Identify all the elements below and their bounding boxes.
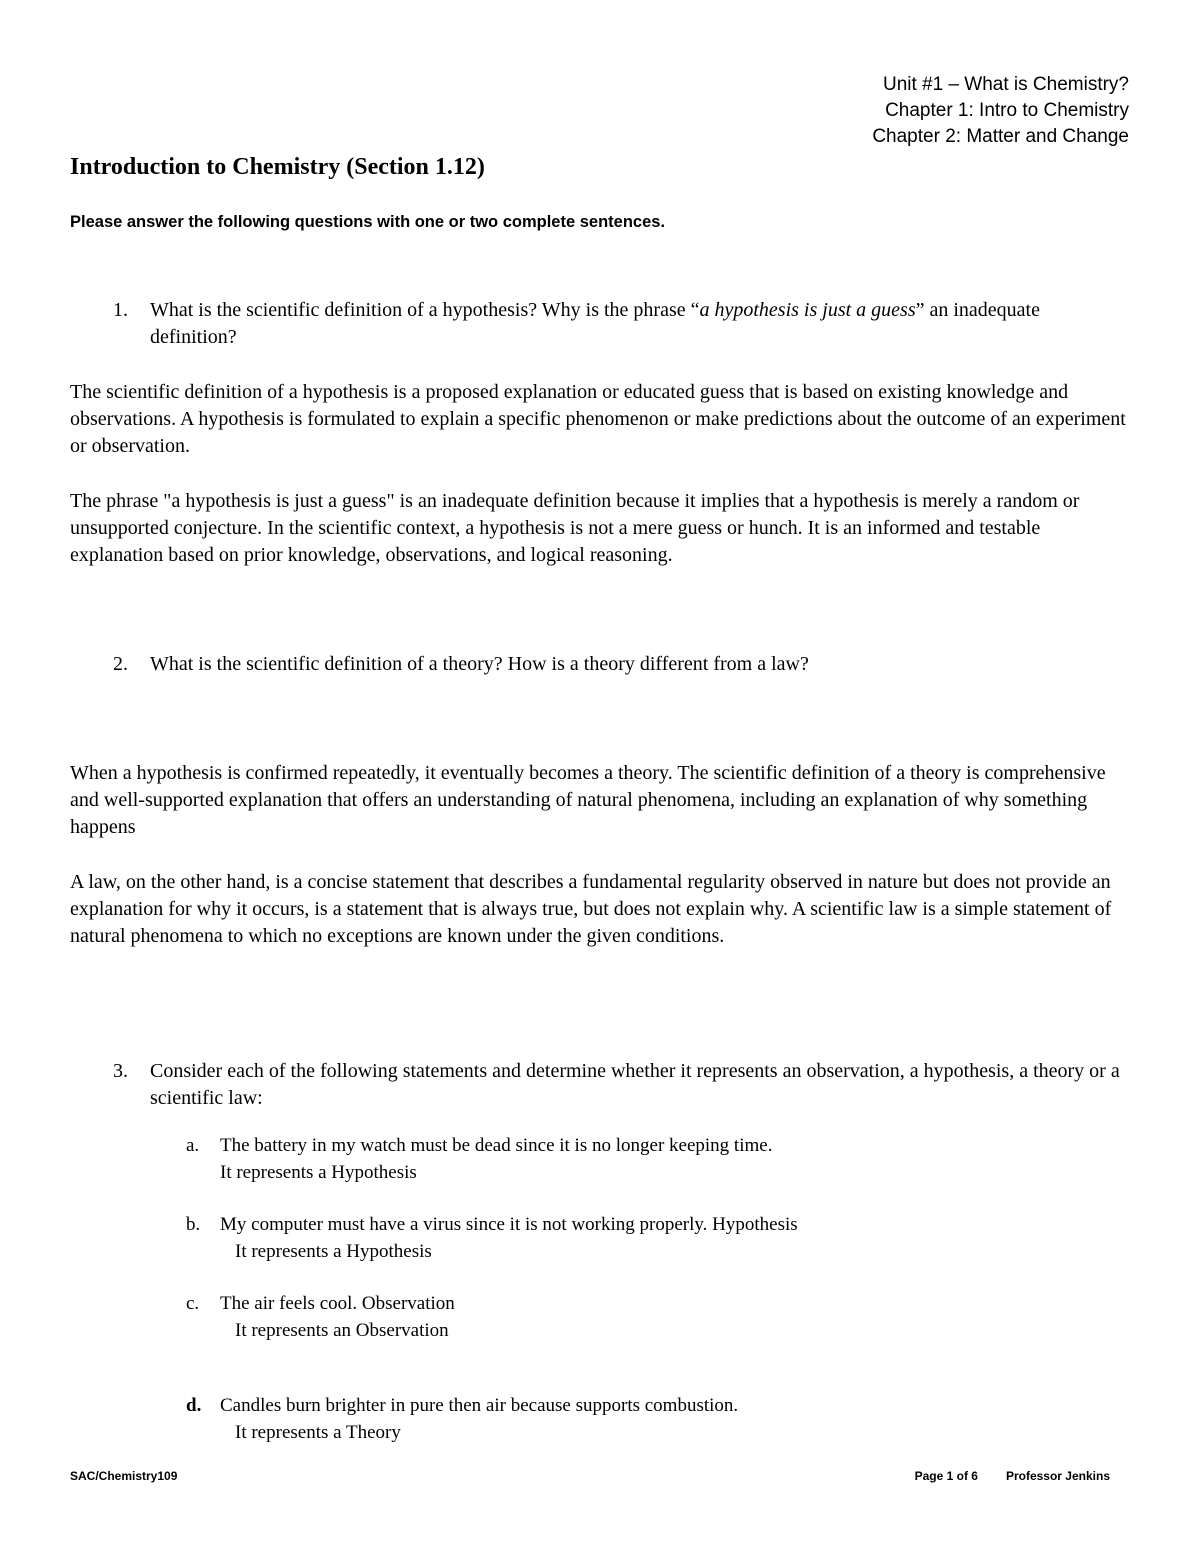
item-statement: The air feels cool. Observation	[220, 1293, 455, 1314]
page-number: Page 1 of 6	[914, 1469, 978, 1483]
answer-1-paragraph-1: The scientific definition of a hypothesis is a proposed explanation or educated guess that is based on existing knowledge and observations. A hypothesis is formulated to explain a specific phenomenon or make predictions about the outcome of an experiment or observation.	[70, 381, 1126, 457]
question-number: 2.	[113, 653, 128, 675]
question-text: Consider each of the following statements and determine whether it represents an observation, a hypothesis, a theory or a scientific law:	[150, 1060, 1120, 1109]
item-statement: My computer must have a virus since it is not working properly. Hypothesis	[220, 1214, 798, 1235]
question-1	[113, 297, 1113, 351]
question-number: 3.	[113, 1060, 128, 1082]
document-header	[872, 72, 1129, 150]
item-letter: b.	[186, 1214, 201, 1235]
list-item-a	[186, 1132, 1086, 1186]
list-item-b	[186, 1211, 1086, 1265]
answer-2-paragraph-2: A law, on the other hand, is a concise statement that describes a fundamental regularity observed in nature but does not provide an explanation for why it occurs, is a statement that is always true, but does not explain why. A scientific law is a simple statement of natural phenomena to which no exceptions are known under the given conditions.	[70, 871, 1112, 947]
question-text-italic: a hypothesis is just a guess	[699, 299, 916, 321]
question-text	[150, 297, 1113, 351]
item-answer: It represents an Observation	[235, 1320, 449, 1341]
item-letter: c.	[186, 1293, 200, 1314]
item-letter: d.	[186, 1395, 202, 1416]
item-statement: Candles burn brighter in pure then air because supports combustion.	[220, 1395, 739, 1416]
list-item-d	[186, 1392, 1086, 1446]
question-text-part: ” an inadequate definition?	[150, 299, 1040, 348]
instructions: Please answer the following questions with one or two complete sentences.	[70, 213, 666, 231]
page-title: Introduction to Chemistry (Section 1.12)	[70, 154, 485, 180]
answer-2-paragraph-1: When a hypothesis is confirmed repeatedly, it eventually becomes a theory. The scientific definition of a theory is comprehensive and well-supported explanation that offers an understanding of natural phenomena, including an explanation of why something happens	[70, 762, 1106, 838]
question-text: What is the scientific definition of a theory? How is a theory different from a law?	[150, 653, 809, 675]
question-number: 1.	[113, 299, 128, 321]
list-item-c	[186, 1290, 1086, 1344]
answer-1-paragraph-2: The phrase "a hypothesis is just a guess" is an inadequate definition because it implies that a hypothesis is merely a random or unsupported conjecture. In the scientific context, a hypothesis is not a mere guess or hunch. It is an informed and testable explanation based on prior knowledge, observations, and logical reasoning.	[70, 490, 1080, 566]
item-answer: It represents a Theory	[235, 1422, 401, 1443]
item-letter: a.	[186, 1135, 200, 1156]
footer-page-info	[915, 1469, 1110, 1483]
header-chapter-2: Chapter 2: Matter and Change	[872, 126, 1129, 147]
header-chapter-1: Chapter 1: Intro to Chemistry	[885, 100, 1129, 121]
header-unit: Unit #1 – What is Chemistry?	[882, 74, 1129, 95]
footer-course: SAC/Chemistry109	[70, 1469, 178, 1483]
question-text-part: What is the scientific definition of a hypothesis? Why is the phrase “	[150, 299, 700, 321]
item-answer: It represents a Hypothesis	[220, 1162, 417, 1183]
question-3	[113, 1058, 1133, 1112]
question-2	[113, 651, 1113, 678]
footer-author: Professor Jenkins	[1005, 1469, 1110, 1483]
item-statement: The battery in my watch must be dead since it is no longer keeping time.	[220, 1135, 773, 1156]
item-answer: It represents a Hypothesis	[235, 1241, 432, 1262]
